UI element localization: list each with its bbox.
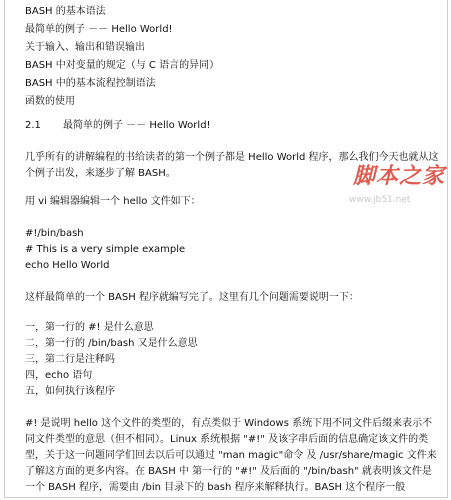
question-item: 一，第一行的 #! 是什么意思 [25, 322, 154, 333]
question-item: 三，第二行是注释吗 [25, 354, 115, 365]
code-line: echo Hello World [25, 260, 110, 271]
question-item: 五，如何执行该程序 [25, 386, 115, 397]
code-line: #!/bin/bash [25, 228, 84, 239]
editor-line: 用 vi 编辑器编辑一个 hello 文件如下： [25, 196, 201, 207]
question-item: 四，echo 语句 [25, 370, 93, 381]
toc-item[interactable]: 最简单的例子 －－ Hello World! [25, 24, 173, 35]
toc-item[interactable]: 关于输入、输出和错误输出 [25, 42, 145, 53]
watermark-url: www.jb51.net [349, 195, 411, 205]
toc-item[interactable]: BASH 中的基本流程控制语法 [25, 78, 156, 89]
toc-item[interactable]: BASH 中对变量的规定（与 C 语言的异同） [25, 60, 220, 71]
document-page [4, 0, 448, 498]
question-item: 二，第一行的 /bin/bash 又是什么意思 [25, 338, 198, 349]
intro-paragraph: 几乎所有的讲解编程的书给读者的第一个例子都是 Hello World 程序，那么我们今天也就从这个例子出发，来逐步了解 BASH。 [25, 152, 439, 179]
summary-line: 这样最简单的一个 BASH 程序就编写完了。这里有几个问题需要说明一下： [25, 292, 359, 303]
watermark-brand: 脚本之家 [353, 163, 446, 189]
section-number: 2.1 [25, 120, 41, 131]
code-line: # This is a very simple example [25, 244, 186, 255]
section-title: 最简单的例子 －－ Hello World! [63, 120, 211, 131]
explanation-paragraph: #! 是说明 hello 这个文件的类型的，有点类似于 Windows 系统下用不同文件后缀来表示不同文件类型的意思（但不相同）。Linux 系统根据 "#!" 及该字串后面的信息确定该文件的类型，关于这一问题同学们回去以后可以通过 "man magic"命令 及 /usr/share/magic 文件来了解这方面的更多内容。在 BASH 中 第一行的 "#!" 及后面的 "/bin/bash" 就表明该文件是一个 BASH 程序，需要由 /bin 目录下的 bash 程序来解释执行。BASH 这个程序一般 [25, 418, 437, 493]
toc-item[interactable]: 函数的使用 [25, 96, 75, 107]
toc-item[interactable]: BASH 的基本语法 [25, 6, 106, 17]
